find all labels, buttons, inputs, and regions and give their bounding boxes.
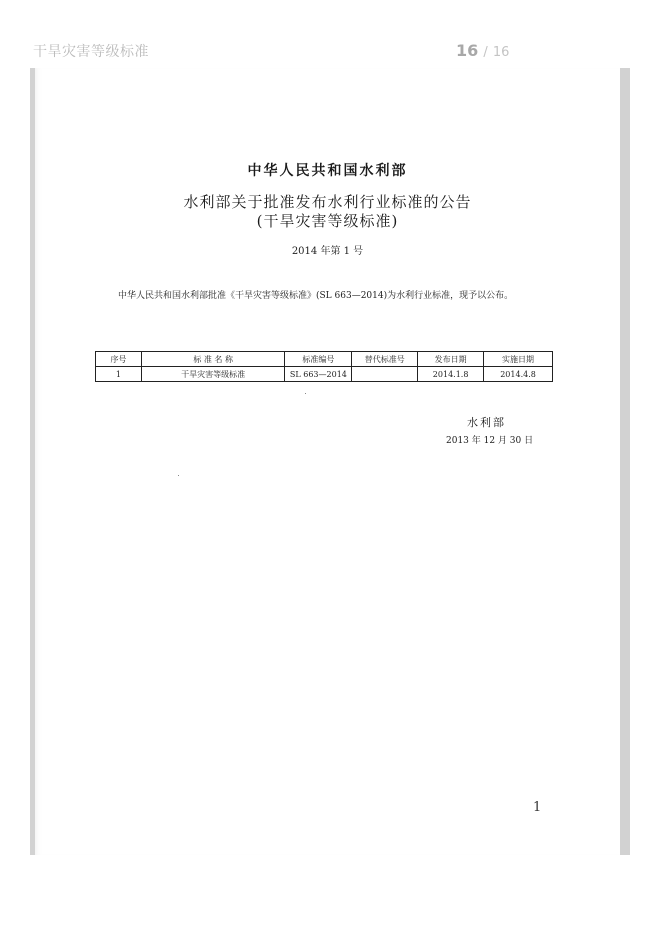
notice-number: 2014 年第 1 号 [291, 246, 364, 257]
table-header-row [96, 352, 553, 367]
header-serial: 序号 [96, 352, 142, 367]
header-effective-date: 实施日期 [484, 352, 553, 367]
cell-effective-date: 2014.4.8 [484, 367, 553, 382]
cell-standard-name: 干旱灾害等级标准 [141, 367, 285, 382]
notice-subtitle: (干旱灾害等级标准) [256, 212, 399, 230]
page-separator: / [483, 45, 488, 60]
table-row [96, 367, 553, 382]
page-counter [456, 41, 509, 60]
org-header: 中华人民共和国水利部 [247, 163, 408, 179]
page-viewport[interactable] [30, 68, 630, 855]
page-number: 1 [533, 800, 542, 815]
document-title: 干旱灾害等级标准 [33, 44, 149, 60]
header-replaced-code: 替代标准号 [352, 352, 418, 367]
cell-serial: 1 [96, 367, 142, 382]
header-standard-code: 标准编号 [285, 352, 352, 367]
signature-date: 2013 年 12 月 30 日 [446, 436, 534, 446]
notice-body [88, 288, 588, 305]
standards-table [95, 351, 553, 382]
cell-release-date: 2014.1.8 [418, 367, 484, 382]
header-release-date: 发布日期 [418, 352, 484, 367]
cell-replaced-code [352, 367, 418, 382]
scan-speck [305, 393, 306, 394]
notice-body-text: 中华人民共和国水利部批准《干旱灾害等级标准》(SL 663—2014)为水利行业标准，现予以公布。 [118, 291, 514, 301]
header-standard-name: 标 准 名 称 [141, 352, 285, 367]
current-page-number[interactable]: 16 [456, 41, 479, 60]
notice-title: 水利部关于批准发布水利行业标准的公告 [183, 193, 472, 211]
page-sheet [35, 68, 620, 855]
cell-standard-code: SL 663—2014 [285, 367, 352, 382]
scan-speck [178, 475, 179, 476]
total-pages: 16 [492, 45, 510, 60]
viewer-header [0, 0, 662, 70]
signature-org: 水利部 [467, 416, 506, 429]
